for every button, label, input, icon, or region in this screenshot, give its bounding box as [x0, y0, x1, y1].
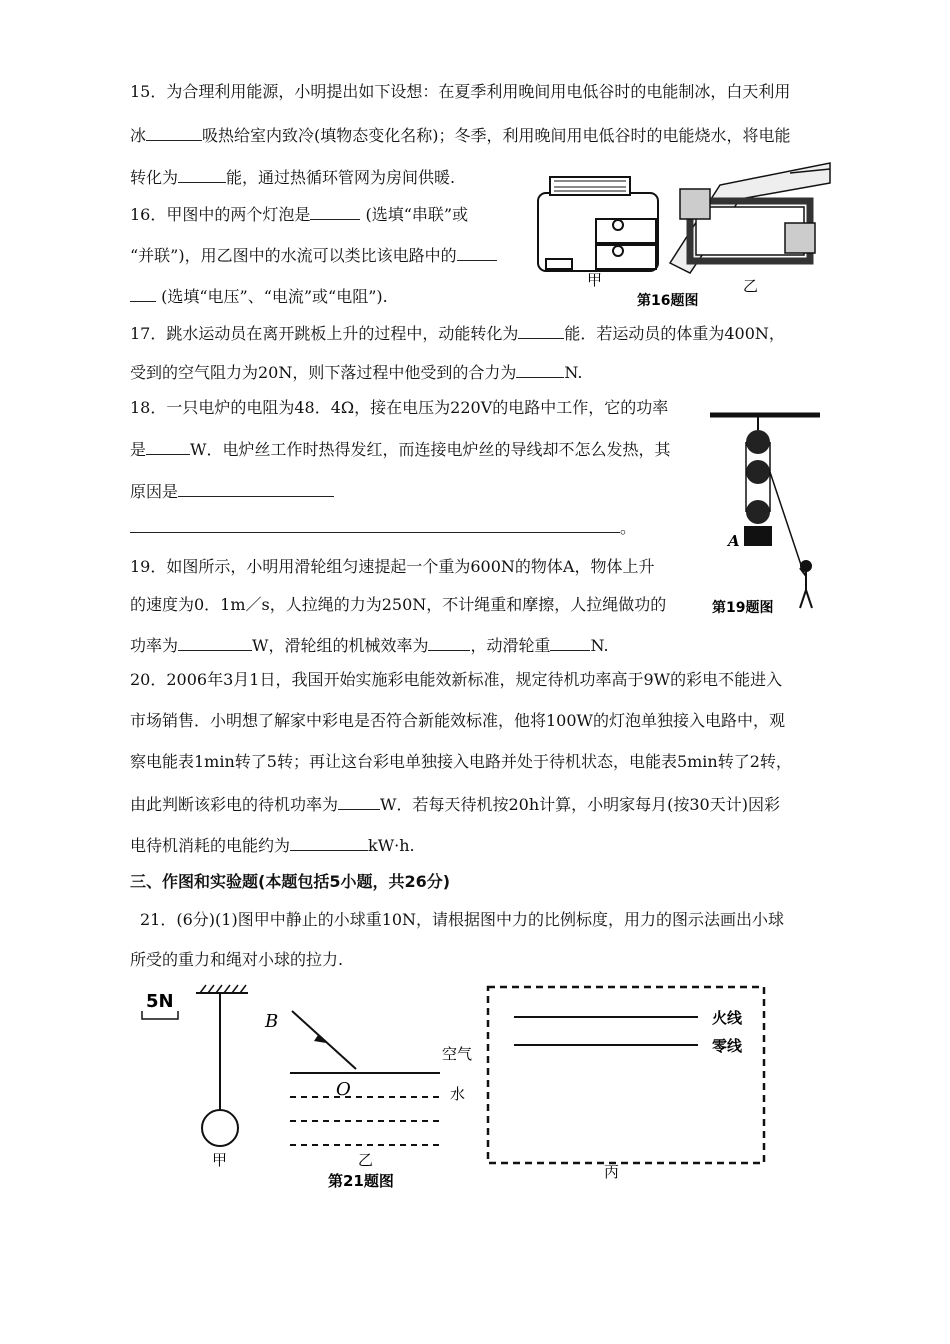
q17-text: 17．跳水运动员在离开跳板上升的过程中，动能转化为 [130, 324, 519, 343]
q19-text: 功率为 [130, 636, 179, 655]
fixed-pulley [746, 460, 770, 484]
q16-text: “并联”)，用乙图中的水流可以类比该电路中的 [130, 246, 457, 265]
q15-line1: 15．为合理利用能源，小明提出如下设想：在夏季利用晚间用电低谷时的电能制冰，白天利用 [130, 82, 791, 101]
fig19-a-label: A [728, 532, 740, 550]
answer-blank[interactable] [130, 516, 620, 533]
q21-line2: 所受的重力和绳对小球的拉力. [130, 950, 344, 969]
movable-pulley [746, 500, 770, 524]
q18-text: 原因是 [130, 482, 179, 501]
q20-text: W．若每天待机按20h计算，小明家每月(按30天计)因彩 [380, 795, 780, 814]
water-lines [290, 1097, 440, 1145]
fig16-caption: 第16题图 [637, 293, 699, 309]
answer-blank[interactable] [550, 634, 590, 651]
q17-text: 能．若运动员的体重为400N， [564, 324, 785, 343]
section-heading: 三、作图和实验题(本题包括5小题，共26分) [130, 872, 451, 891]
scale-label: 5N [146, 991, 174, 1012]
q16-text: (选填“串联”或 [365, 205, 469, 224]
q19-line1: 19．如图所示，小明用滑轮组匀速提起一个重为600N的物体A，物体上升 [130, 557, 655, 576]
q20-text: 电待机消耗的电能约为 [130, 836, 291, 855]
ball [202, 1110, 238, 1146]
answer-blank[interactable] [457, 244, 497, 261]
figure-16 [530, 163, 830, 308]
point-o-label: O [336, 1079, 351, 1100]
q15-text: 转化为 [130, 168, 179, 187]
q16-line3 [130, 285, 388, 307]
q16-text: 16．甲图中的两个灯泡是 [130, 205, 311, 224]
q20-line1: 20．2006年3月1日，我国开始实施彩电能效新标准，规定待机功率高于9W的彩电不能进入 [130, 670, 783, 689]
water-flow-diagram-yi [670, 163, 830, 273]
answer-blank[interactable] [310, 203, 360, 220]
q20-text: 由此判断该彩电的待机功率为 [130, 795, 339, 814]
fig16-yi-label: 乙 [743, 277, 759, 295]
water-label: 水 [450, 1085, 466, 1103]
q19-text: ，动滑轮重 [470, 636, 551, 655]
q15-text: 能，通过热循环管网为房间供暖. [226, 168, 456, 187]
q18-text: W．电炉丝工作时热得发红，而连接电炉丝的导线却不怎么发热，其 [190, 440, 671, 459]
answer-blank[interactable] [178, 480, 334, 497]
answer-blank[interactable] [338, 793, 380, 810]
fig19-caption: 第19题图 [712, 600, 774, 616]
q18-line4 [130, 516, 636, 538]
q16-text: (选填“电压”、“电流”或“电阻”). [161, 287, 388, 306]
fig21-jia-label: 甲 [212, 1151, 228, 1169]
q15-text: 吸热给室内致冷(填物态变化名称)；冬季，利用晚间用电低谷时的电能烧水，将电能 [202, 126, 791, 145]
q16-line1 [130, 203, 468, 225]
circuit-diagram-jia [538, 177, 658, 271]
fig21-yi-label: 乙 [358, 1151, 374, 1169]
q20-line4 [130, 793, 780, 815]
point-b-label: B [265, 1011, 279, 1032]
q20-line2: 市场销售．小明想了解家中彩电是否符合新能效标准，他将100W的灯泡单独接入电路中，观 [130, 711, 785, 730]
q15-line2 [130, 124, 791, 146]
pull-rope [770, 472, 802, 568]
answer-blank[interactable] [146, 438, 190, 455]
answer-blank[interactable] [518, 322, 564, 339]
figure-19 [710, 400, 820, 615]
q20-line5 [130, 834, 415, 856]
incident-ray [292, 1011, 356, 1069]
air-label: 空气 [442, 1045, 473, 1063]
ceiling-support [196, 985, 248, 993]
fig16-jia-label: 甲 [587, 271, 603, 289]
fixed-pulley [746, 430, 770, 454]
answer-blank[interactable] [146, 124, 202, 141]
q18-text: 。 [620, 518, 637, 537]
q18-line1: 18．一只电炉的电阻为48．4Ω，接在电压为220V的电路中工作，它的功率 [130, 398, 669, 417]
q19-text: N. [590, 636, 609, 655]
answer-blank[interactable] [516, 361, 564, 378]
object-a [744, 526, 772, 546]
q20-text: kW·h. [368, 836, 415, 855]
answer-blank[interactable] [130, 285, 156, 302]
answer-blank[interactable] [290, 834, 368, 851]
q17-line2 [130, 361, 582, 383]
q17-text: 受到的空气阻力为20N，则下落过程中他受到的合力为 [130, 363, 517, 382]
figure-21 [130, 983, 770, 1193]
q19-line3 [130, 634, 609, 656]
q17-text: N. [564, 363, 583, 382]
q15-text: 冰 [130, 126, 147, 145]
neutral-wire-label: 零线 [712, 1037, 743, 1055]
fig21-bing-label: 丙 [604, 1163, 620, 1181]
q18-line3 [130, 480, 334, 502]
answer-blank[interactable] [178, 166, 226, 183]
fig21-caption: 第21题图 [328, 1172, 394, 1190]
q18-line2 [130, 438, 670, 460]
q20-line3: 察电能表1min转了5转；再让这台彩电单独接入电路并处于待机状态，电能表5min转了2转， [130, 752, 792, 771]
q19-text: W，滑轮组的机械效率为 [252, 636, 429, 655]
live-wire-label: 火线 [712, 1009, 743, 1027]
answer-blank[interactable] [428, 634, 470, 651]
q16-line2 [130, 244, 497, 266]
q18-text: 是 [130, 440, 147, 459]
q17-line1 [130, 322, 785, 344]
answer-blank[interactable] [178, 634, 252, 651]
person-figure [800, 561, 812, 608]
q19-line2: 的速度为0．1m／s，人拉绳的力为250N，不计绳重和摩擦，人拉绳做功的 [130, 595, 667, 614]
q21-line1: 21．(6分)(1)图甲中静止的小球重10N，请根据图中力的比例标度，用力的图示法画出小球 [140, 910, 785, 929]
q15-line3 [130, 166, 455, 188]
force-scale [142, 991, 178, 1019]
